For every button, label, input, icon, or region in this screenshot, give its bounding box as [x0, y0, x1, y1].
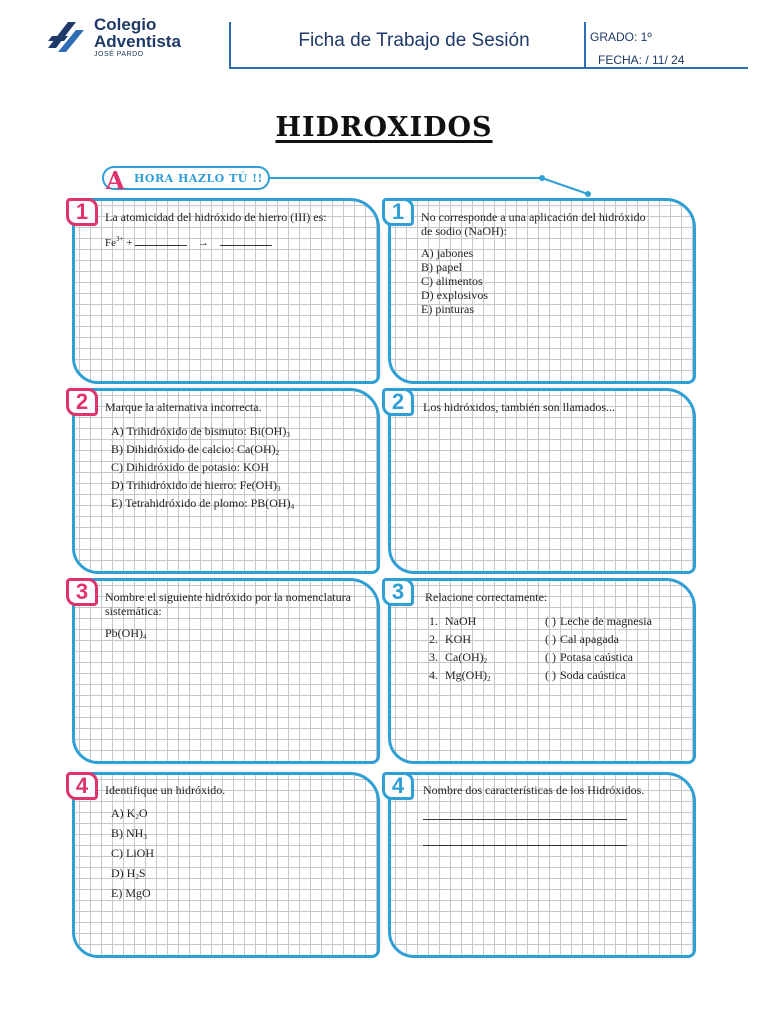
question-box-right-4	[388, 772, 696, 958]
answer-blank[interactable]	[220, 236, 272, 246]
question-number: 1	[66, 198, 98, 226]
question-box-left-3	[72, 578, 380, 764]
question-prompt: Identifique un hidróxido.	[105, 783, 226, 797]
question-text	[105, 590, 351, 644]
option-item[interactable]: C) alimentos	[421, 274, 483, 288]
formula-base: Fe	[105, 237, 116, 249]
formula-arrow: →	[197, 237, 209, 249]
school-name-line1: Colegio	[94, 15, 157, 34]
page-header	[0, 0, 768, 72]
option-item[interactable]: C) LiOH	[111, 846, 154, 860]
option-item[interactable]: B) $NH_3$	[111, 826, 147, 841]
option-item[interactable]: C) Dihidróxido de potasio: KOH	[111, 460, 269, 474]
formula: $Pb(OH)_4$	[105, 626, 147, 641]
reaction-formula	[105, 232, 327, 250]
option-item[interactable]: A) Trihidróxido de bismuto: $Bi(OH)_3$	[111, 424, 290, 439]
question-text	[425, 590, 652, 686]
question-number: 3	[66, 578, 98, 606]
school-emblem-icon	[46, 18, 88, 56]
option-item[interactable]: E) pinturas	[421, 302, 474, 316]
matching-row[interactable]: 1. NaOH ( ) Leche de magnesia	[429, 614, 652, 628]
matching-row[interactable]: 4. $Mg(OH)_2$ ( ) Soda caústica	[429, 668, 626, 683]
banner	[102, 160, 602, 200]
question-box-right-2	[388, 388, 696, 574]
sheet-title: Ficha de Trabajo de Sesión	[298, 30, 530, 51]
matching-row[interactable]: 3. $Ca(OH)_2$ ( ) Potasa caústica	[429, 650, 633, 665]
question-number: 2	[66, 388, 98, 416]
option-item[interactable]: E) Tetrahidróxido de plomo: $PB(OH)_4$	[111, 496, 295, 511]
school-campus: JOSÉ PARDO	[94, 51, 144, 58]
option-item[interactable]: D) explosivos	[421, 288, 488, 302]
answer-line[interactable]	[423, 845, 627, 846]
option-item[interactable]: E) MgO	[111, 886, 151, 900]
formula-charge: 3+	[116, 235, 124, 243]
question-number: 2	[382, 388, 414, 416]
question-box-left-4	[72, 772, 380, 958]
option-item[interactable]: B) papel	[421, 260, 462, 274]
question-prompt: La atomicidad del hidróxido de hierro (III) es:	[105, 210, 327, 224]
option-item[interactable]: D) $H_2S$	[111, 866, 146, 881]
question-number: 3	[382, 578, 414, 606]
question-text	[423, 400, 615, 414]
question-box-right-1	[388, 198, 696, 384]
question-prompt-line1: No corresponde a una aplicación del hidróxido	[421, 210, 646, 224]
question-text	[423, 783, 644, 797]
grade-label: GRADO: 1º	[590, 30, 652, 44]
question-prompt-line1: Nombre el siguiente hidróxido por la nomenclatura	[105, 590, 351, 604]
school-logo	[46, 16, 226, 68]
question-box-left-2	[72, 388, 380, 574]
question-text	[421, 210, 646, 316]
header-divider-left	[229, 22, 231, 68]
date-label: FECHA: / 11/ 24	[598, 53, 685, 67]
school-name	[94, 16, 181, 59]
question-text	[105, 783, 225, 905]
question-prompt: Relacione correctamente:	[425, 590, 548, 604]
question-number: 1	[382, 198, 414, 226]
header-underline	[229, 67, 748, 69]
formula-plus: +	[126, 237, 133, 249]
question-prompt: Nombre dos características de los Hidróxidos.	[423, 783, 645, 797]
banner-text: HORA HAZLO TÚ !!	[134, 172, 263, 185]
question-prompt: Marque la alternativa incorrecta.	[105, 400, 262, 414]
question-prompt-line2: sistemática:	[105, 604, 162, 618]
answer-line[interactable]	[423, 819, 627, 820]
option-item[interactable]: B) Dihidróxido de calcio: $Ca(OH)_2$	[111, 442, 280, 457]
main-title: HIDROXIDOS	[275, 112, 493, 143]
question-number: 4	[66, 772, 98, 800]
school-name-line2: Adventista	[94, 32, 181, 51]
option-item[interactable]: A) jabones	[421, 246, 474, 260]
option-item[interactable]: D) Trihidróxido de hierro: $Fe(OH)_3$	[111, 478, 281, 493]
question-text	[105, 210, 327, 250]
banner-pill	[102, 166, 270, 195]
header-divider-right	[584, 22, 586, 68]
question-prompt-line2: de sodio (NaOH):	[421, 224, 507, 238]
banner-line-icon	[268, 170, 598, 200]
answer-blank[interactable]	[135, 236, 187, 246]
banner-letter: A	[106, 166, 125, 195]
matching-row[interactable]: 2. KOH ( ) Cal apagada	[429, 632, 619, 646]
question-text	[105, 400, 294, 514]
question-box-left-1	[72, 198, 380, 384]
question-prompt: Los hidróxidos, también son llamados...	[423, 400, 615, 414]
option-item[interactable]: A) $K_2O$	[111, 806, 148, 821]
question-box-right-3	[388, 578, 696, 764]
question-number: 4	[382, 772, 414, 800]
